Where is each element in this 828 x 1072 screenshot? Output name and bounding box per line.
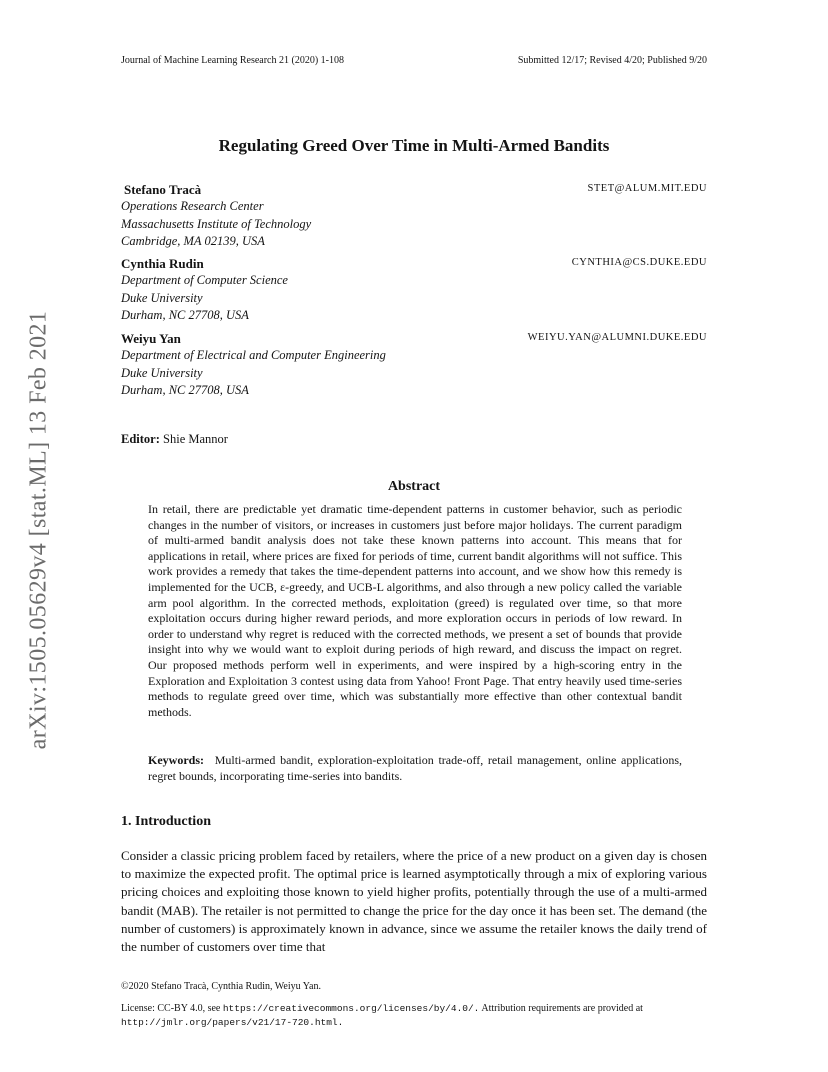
license-attribution: Attribution requirements are provided at: [481, 1003, 643, 1014]
author-affiliation-line: Massachusetts Institute of Technology: [121, 216, 312, 231]
copyright-notice: ©2020 Stefano Tracà, Cynthia Rudin, Weiyu Yan.: [121, 981, 321, 992]
author-name: Stefano Tracà: [124, 182, 202, 197]
editor-line: [121, 432, 228, 447]
publication-dates: Submitted 12/17; Revised 4/20; Published 9/20: [517, 55, 707, 66]
author-affiliation-line: Duke University: [121, 365, 203, 380]
license-notice: [121, 1002, 711, 1030]
author-affiliation-line: Duke University: [121, 290, 203, 305]
author-affiliation-line: Department of Electrical and Computer Engineering: [121, 348, 386, 362]
author-affiliation-line: Operations Research Center: [121, 199, 264, 213]
author-block: [121, 181, 707, 251]
author-affiliation-line: Cambridge, MA 02139, USA: [121, 234, 265, 248]
paper-title: Regulating Greed Over Time in Multi-Armed Bandits: [218, 136, 610, 155]
arxiv-stamp: arXiv:1505.05629v4 [stat.ML] 13 Feb 2021: [25, 310, 52, 750]
keywords-text: Multi-armed bandit, exploration-exploitation trade-off, retail management, online applications, regret bounds, incorporating time-series into bandits.: [148, 753, 682, 783]
introduction-text: Consider a classic pricing problem faced by retailers, where the price of a new product on a given day is chosen to maximize the expected profit. The optimal price is learned asymptotically through a mix of exploring various pricing choices and exploiting those known to yield higher profits, potentially through the use of a multi-armed bandit (MAB). The retailer is not permitted to change the price for the day once it has been set. The demand (the number of customers) is approximately known in advance, since we assume the retailer knows the daily trend of the number of customers over time that: [121, 848, 707, 955]
paper-link[interactable]: http://jmlr.org/papers/v21/17-720.html.: [121, 1017, 344, 1028]
author-affiliation-line: Department of Computer Science: [121, 273, 288, 287]
author-affiliation-line: Durham, NC 27708, USA: [121, 383, 249, 397]
editor-label: Editor:: [121, 432, 160, 446]
editor-name: Shie Mannor: [163, 432, 228, 446]
author-block: [121, 255, 707, 325]
section-heading-introduction: 1. Introduction: [121, 814, 211, 829]
abstract-text: In retail, there are predictable yet dramatic time-dependent patterns in customer behavior, such as periodic changes in the number of visitors, or increases in customers just before major holidays. The current paradigm of multi-armed bandit analysis does not take these known patterns into account. This means that for applications in retail, where prices are fixed for periods of time, current bandit algorithms will not suffice. This work provides a remedy that takes the time-dependent patterns into account, and we show how this remedy is implemented for the UCB, ε-greedy, and UCB-L algorithms, and also through a new policy called the variable arm pool algorithm. In the corrected methods, exploitation (greed) is regulated over time, so that more exploitation occurs during higher reward periods, and more exploration occurs in periods of low reward. In order to understand why regret is reduced with the corrected methods, we present a set of bounds that provide insight into why we would want to exploit during periods of high reward, and discuss the impact on regret. Our proposed methods perform well in experiments, and were inspired by a high-scoring entry in the Exploration and Exploitation 3 contest using data from Yahoo! Front Page. That entry heavily used time-series methods to regulate greed over time, which was substantially more effective than other contextual bandit methods.: [148, 502, 682, 719]
author-name: Cynthia Rudin: [121, 256, 204, 271]
author-email: WEIYU.YAN@ALUMNI.DUKE.EDU: [527, 332, 707, 343]
author-block: [121, 330, 707, 400]
license-link[interactable]: https://creativecommons.org/licenses/by/4.0/.: [222, 1003, 480, 1014]
author-email: STET@ALUM.MIT.EDU: [587, 183, 707, 194]
license-prefix: License: CC-BY 4.0, see: [121, 1003, 221, 1014]
journal-header: Journal of Machine Learning Research 21 (2020) 1-108: [121, 55, 344, 66]
abstract-heading: Abstract: [387, 479, 441, 494]
author-affiliation-line: Durham, NC 27708, USA: [121, 308, 249, 322]
keywords-label: Keywords:: [148, 753, 204, 767]
keywords: [148, 753, 682, 784]
author-name: Weiyu Yan: [121, 331, 181, 346]
author-email: CYNTHIA@CS.DUKE.EDU: [571, 257, 707, 268]
